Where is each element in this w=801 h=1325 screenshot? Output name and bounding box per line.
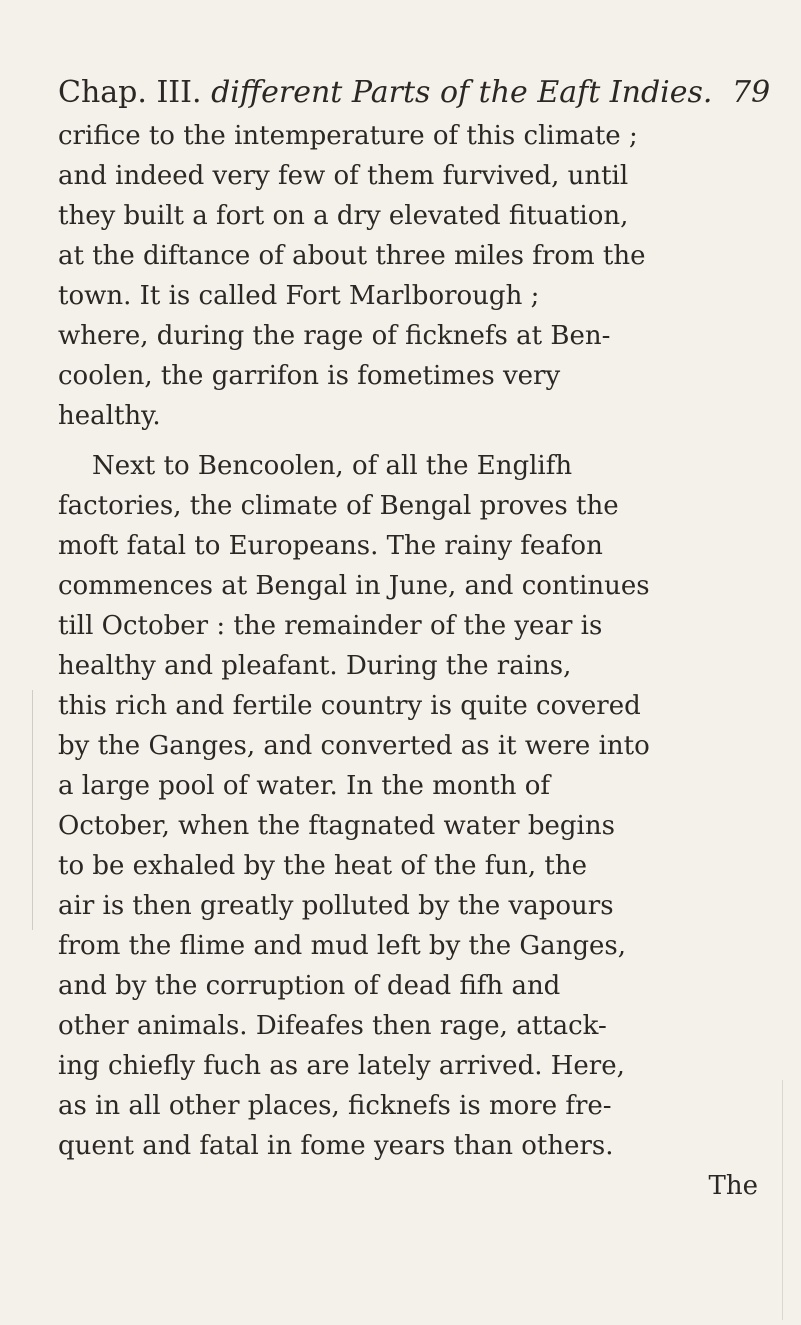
page-margin-mark — [32, 690, 33, 930]
running-header — [58, 70, 771, 115]
text-line: Next to Bencoolen, of all the Englifh — [92, 451, 573, 481]
text-line: and by the corruption of dead fifh and — [58, 971, 561, 1001]
text-line: quent and fatal in fome years than others. — [58, 1131, 614, 1161]
text-line: this rich and fertile country is quite covered — [58, 691, 641, 721]
text-line: other animals. Difeafes then rage, attack- — [58, 1011, 607, 1041]
text-line: ing chiefly fuch as are lately arrived. Here, — [58, 1051, 625, 1081]
text-line: from the flime and mud left by the Ganges, — [58, 931, 627, 961]
body-text — [58, 116, 758, 1206]
text-line: at the diftance of about three miles from the — [58, 241, 646, 271]
text-line: till October : the remainder of the year is — [58, 611, 603, 641]
text-line: as in all other places, ficknefs is more fre- — [58, 1091, 612, 1121]
paragraph-2 — [58, 446, 758, 1206]
text-line: factories, the climate of Bengal proves the — [58, 491, 619, 521]
text-line: town. It is called Fort Marlborough ; — [58, 281, 540, 311]
text-line: air is then greatly polluted by the vapours — [58, 891, 614, 921]
text-line: healthy and pleafant. During the rains, — [58, 651, 572, 681]
text-line: moft fatal to Europeans. The rainy feafon — [58, 531, 603, 561]
chapter-label: Chap. III. — [58, 75, 202, 110]
text-line: they built a fort on a dry elevated fituation, — [58, 201, 629, 231]
page-edge-mark — [782, 1080, 783, 1320]
text-line: and indeed very few of them furvived, until — [58, 161, 629, 191]
catchword: The — [708, 1171, 758, 1201]
text-line: October, when the ftagnated water begins — [58, 811, 615, 841]
page-number: 79 — [732, 75, 771, 110]
text-line: commences at Bengal in June, and continues — [58, 571, 650, 601]
paragraph-1 — [58, 116, 758, 436]
text-line: where, during the rage of ficknefs at Ben- — [58, 321, 611, 351]
text-line: by the Ganges, and converted as it were into — [58, 731, 650, 761]
text-line: to be exhaled by the heat of the fun, the — [58, 851, 587, 881]
text-line: coolen, the garrifon is fometimes very — [58, 361, 561, 391]
chapter-title: different Parts of the Eaft Indies. — [211, 75, 713, 110]
text-line: healthy. — [58, 401, 161, 431]
text-line: crifice to the intemperature of this climate ; — [58, 121, 638, 151]
text-line: a large pool of water. In the month of — [58, 771, 550, 801]
